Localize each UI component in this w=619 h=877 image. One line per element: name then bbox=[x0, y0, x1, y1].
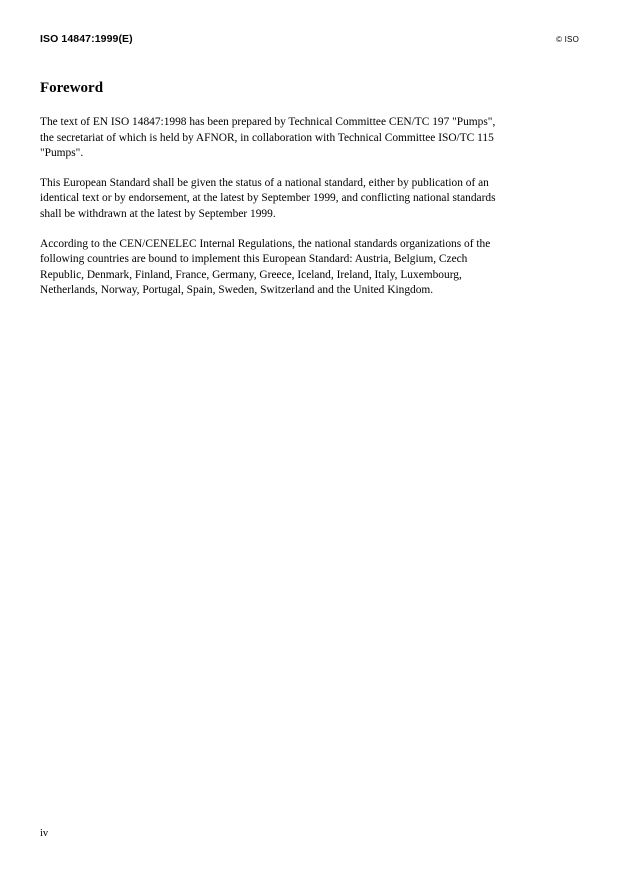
standard-reference: ISO 14847:1999(E) bbox=[40, 33, 133, 45]
copyright-notice: © ISO bbox=[556, 35, 579, 44]
paragraph-2: This European Standard shall be given the status of a national standard, either by publication of an identical text or by endorsement, at the latest by September 1999, and conflicting national standards shall be withdrawn at the latest by September 1999. bbox=[40, 176, 496, 220]
page-number: iv bbox=[40, 828, 49, 839]
page-title: Foreword bbox=[40, 80, 104, 96]
page-content bbox=[40, 80, 510, 299]
paragraph-3: According to the CEN/CENELEC Internal Regulations, the national standards organizations of the following countries are bound to implement this European Standard: Austria, Belgium, Czech Republic, Denmark, Finland, France, Germany, Greece, Iceland, Ireland, Italy, Luxembourg, Netherlands, Norway, Portugal, Spain, Sweden, Switzerland and the United Kingdom. bbox=[40, 237, 491, 297]
paragraph-1: The text of EN ISO 14847:1998 has been prepared by Technical Committee CEN/TC 197 "Pumps", the secretariat of which is held by AFNOR, in collaboration with Technical Committee ISO/TC 115 "Pumps". bbox=[40, 116, 496, 160]
page-header bbox=[40, 33, 579, 45]
